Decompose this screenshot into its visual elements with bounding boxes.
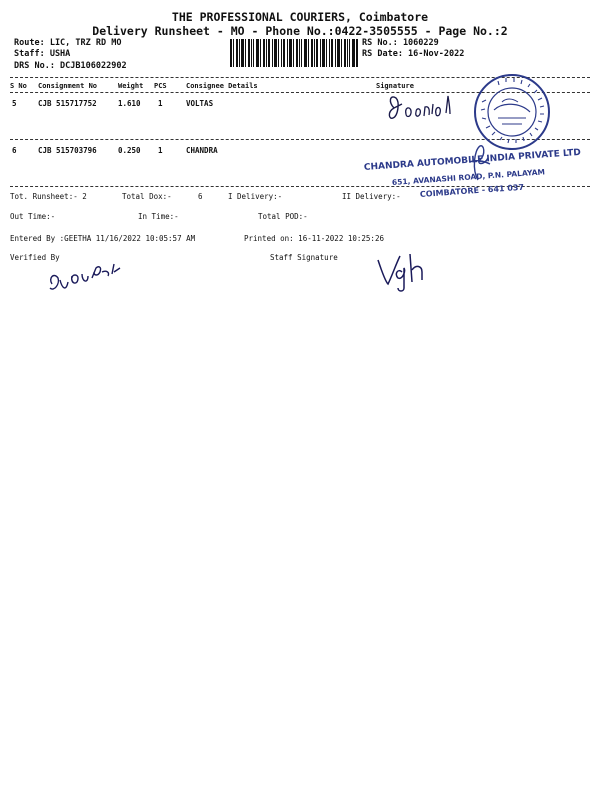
ii-delivery: II Delivery:- xyxy=(342,192,401,201)
total-pod: Total POD:- xyxy=(258,212,308,221)
barcode xyxy=(230,39,358,67)
total-runsheet: Tot. Runsheet:- 2 xyxy=(10,192,87,201)
row-weight: 0.250 xyxy=(118,146,141,155)
row-consignment: CJB 515703796 xyxy=(38,146,97,155)
consignee-signature-voltas xyxy=(384,84,472,130)
total-dox-value: 6 xyxy=(198,192,203,201)
col-header-weight: Weight xyxy=(118,82,144,90)
row-weight: 1.610 xyxy=(118,99,141,108)
rs-number: RS No.: 1060229 xyxy=(362,38,439,48)
entered-by: Entered By :GEETHA 11/16/2022 10:05:57 AM xyxy=(10,234,196,243)
col-header-sno: S No xyxy=(10,82,27,90)
row-pcs: 1 xyxy=(158,146,163,155)
col-header-consignment: Consignment No xyxy=(38,82,98,90)
verified-by-label: Verified By xyxy=(10,253,60,262)
stamp-city: COIMBATORE - 641 037 xyxy=(419,182,525,199)
verifier-signature xyxy=(44,254,128,298)
drs-number: DRS No.: DCJB106022902 xyxy=(14,61,127,71)
route-label: Route: LIC, TRZ RD MO xyxy=(14,38,122,48)
staff-signature xyxy=(374,248,444,294)
printed-on: Printed on: 16-11-2022 10:25:26 xyxy=(244,234,384,243)
in-time: In Time:- xyxy=(138,212,179,221)
runsheet-subtitle: Delivery Runsheet - MO - Phone No.:0422-3505555 - Page No.:2 xyxy=(92,24,508,38)
col-header-signature: Signature xyxy=(376,82,414,90)
row-consignee: VOLTAS xyxy=(186,99,214,108)
row-sno: 6 xyxy=(12,146,17,155)
stamp-company-name: CHANDRA AUTOMOBILE INDIA PRIVATE LTD xyxy=(363,147,582,173)
total-dox-label: Total Dox:- xyxy=(122,192,172,201)
row-sno: 5 xyxy=(12,99,17,108)
col-header-consignee: Consignee Details xyxy=(186,82,258,90)
staff-signature-label: Staff Signature xyxy=(270,253,338,262)
col-header-pcs: PCS xyxy=(154,82,167,90)
stamp-address: 651, AVANASHI ROAD, P.N. PALAYAM xyxy=(391,167,546,187)
i-delivery: I Delivery:- xyxy=(228,192,283,201)
company-title: THE PROFESSIONAL COURIERS, Coimbatore xyxy=(171,10,429,24)
rs-date: RS Date: 16-Nov-2022 xyxy=(362,49,465,59)
staff-label: Staff: USHA xyxy=(14,49,71,59)
out-time: Out Time:- xyxy=(10,212,56,221)
row-consignee: CHANDRA xyxy=(186,146,218,155)
row-pcs: 1 xyxy=(158,99,163,108)
row-consignment: CJB 515717752 xyxy=(38,99,97,108)
